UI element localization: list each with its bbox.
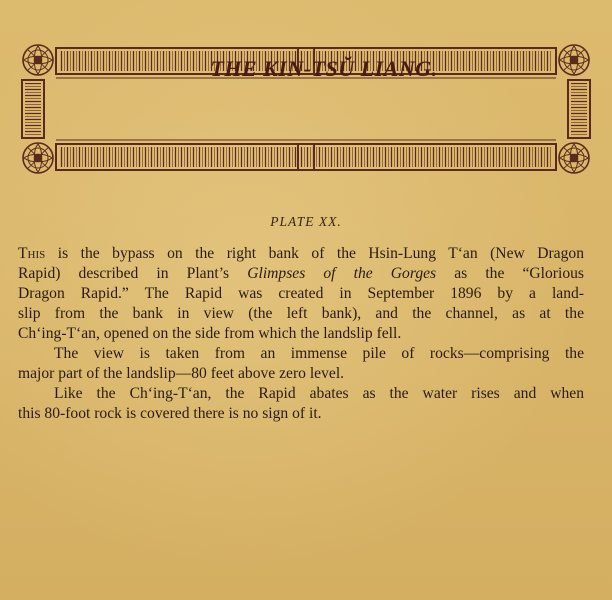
line-text: Rapid) described in Plant’s (18, 265, 248, 282)
body-text (18, 244, 584, 424)
plate-label: PLATE XX. (270, 214, 342, 229)
text-line: Like the Ch‘ing-T‘an, the Rapid abates as the water rises and when (54, 385, 584, 402)
line-text: as the “Glorious (436, 265, 584, 282)
text-line: Dragon Rapid.” The Rapid was created in September 1896 by a land- (18, 285, 584, 302)
text-line: major part of the landslip—80 feet above zero level. (18, 365, 345, 382)
text-line (18, 264, 584, 284)
text-line: this 80-foot rock is covered there is no sign of it. (18, 405, 322, 422)
book-title-italic: Glimpses of the Gorges (247, 265, 437, 282)
text-line: The view is taken from an immense pile of rocks—comprising the (54, 345, 584, 362)
text-line: slip from the bank in view (the left bank), and the channel, as at the (18, 305, 584, 322)
line-text: is the bypass on the right bank of the Hsin-Lung T‘an (New Dragon (45, 245, 584, 262)
lead-word: This (18, 245, 46, 262)
text-line (18, 244, 584, 264)
text-line: Ch‘ing-T‘an, opened on the side from which the landslip fell. (18, 325, 402, 342)
page-title: THE KIN-TSŬ LIANG. (210, 56, 438, 81)
